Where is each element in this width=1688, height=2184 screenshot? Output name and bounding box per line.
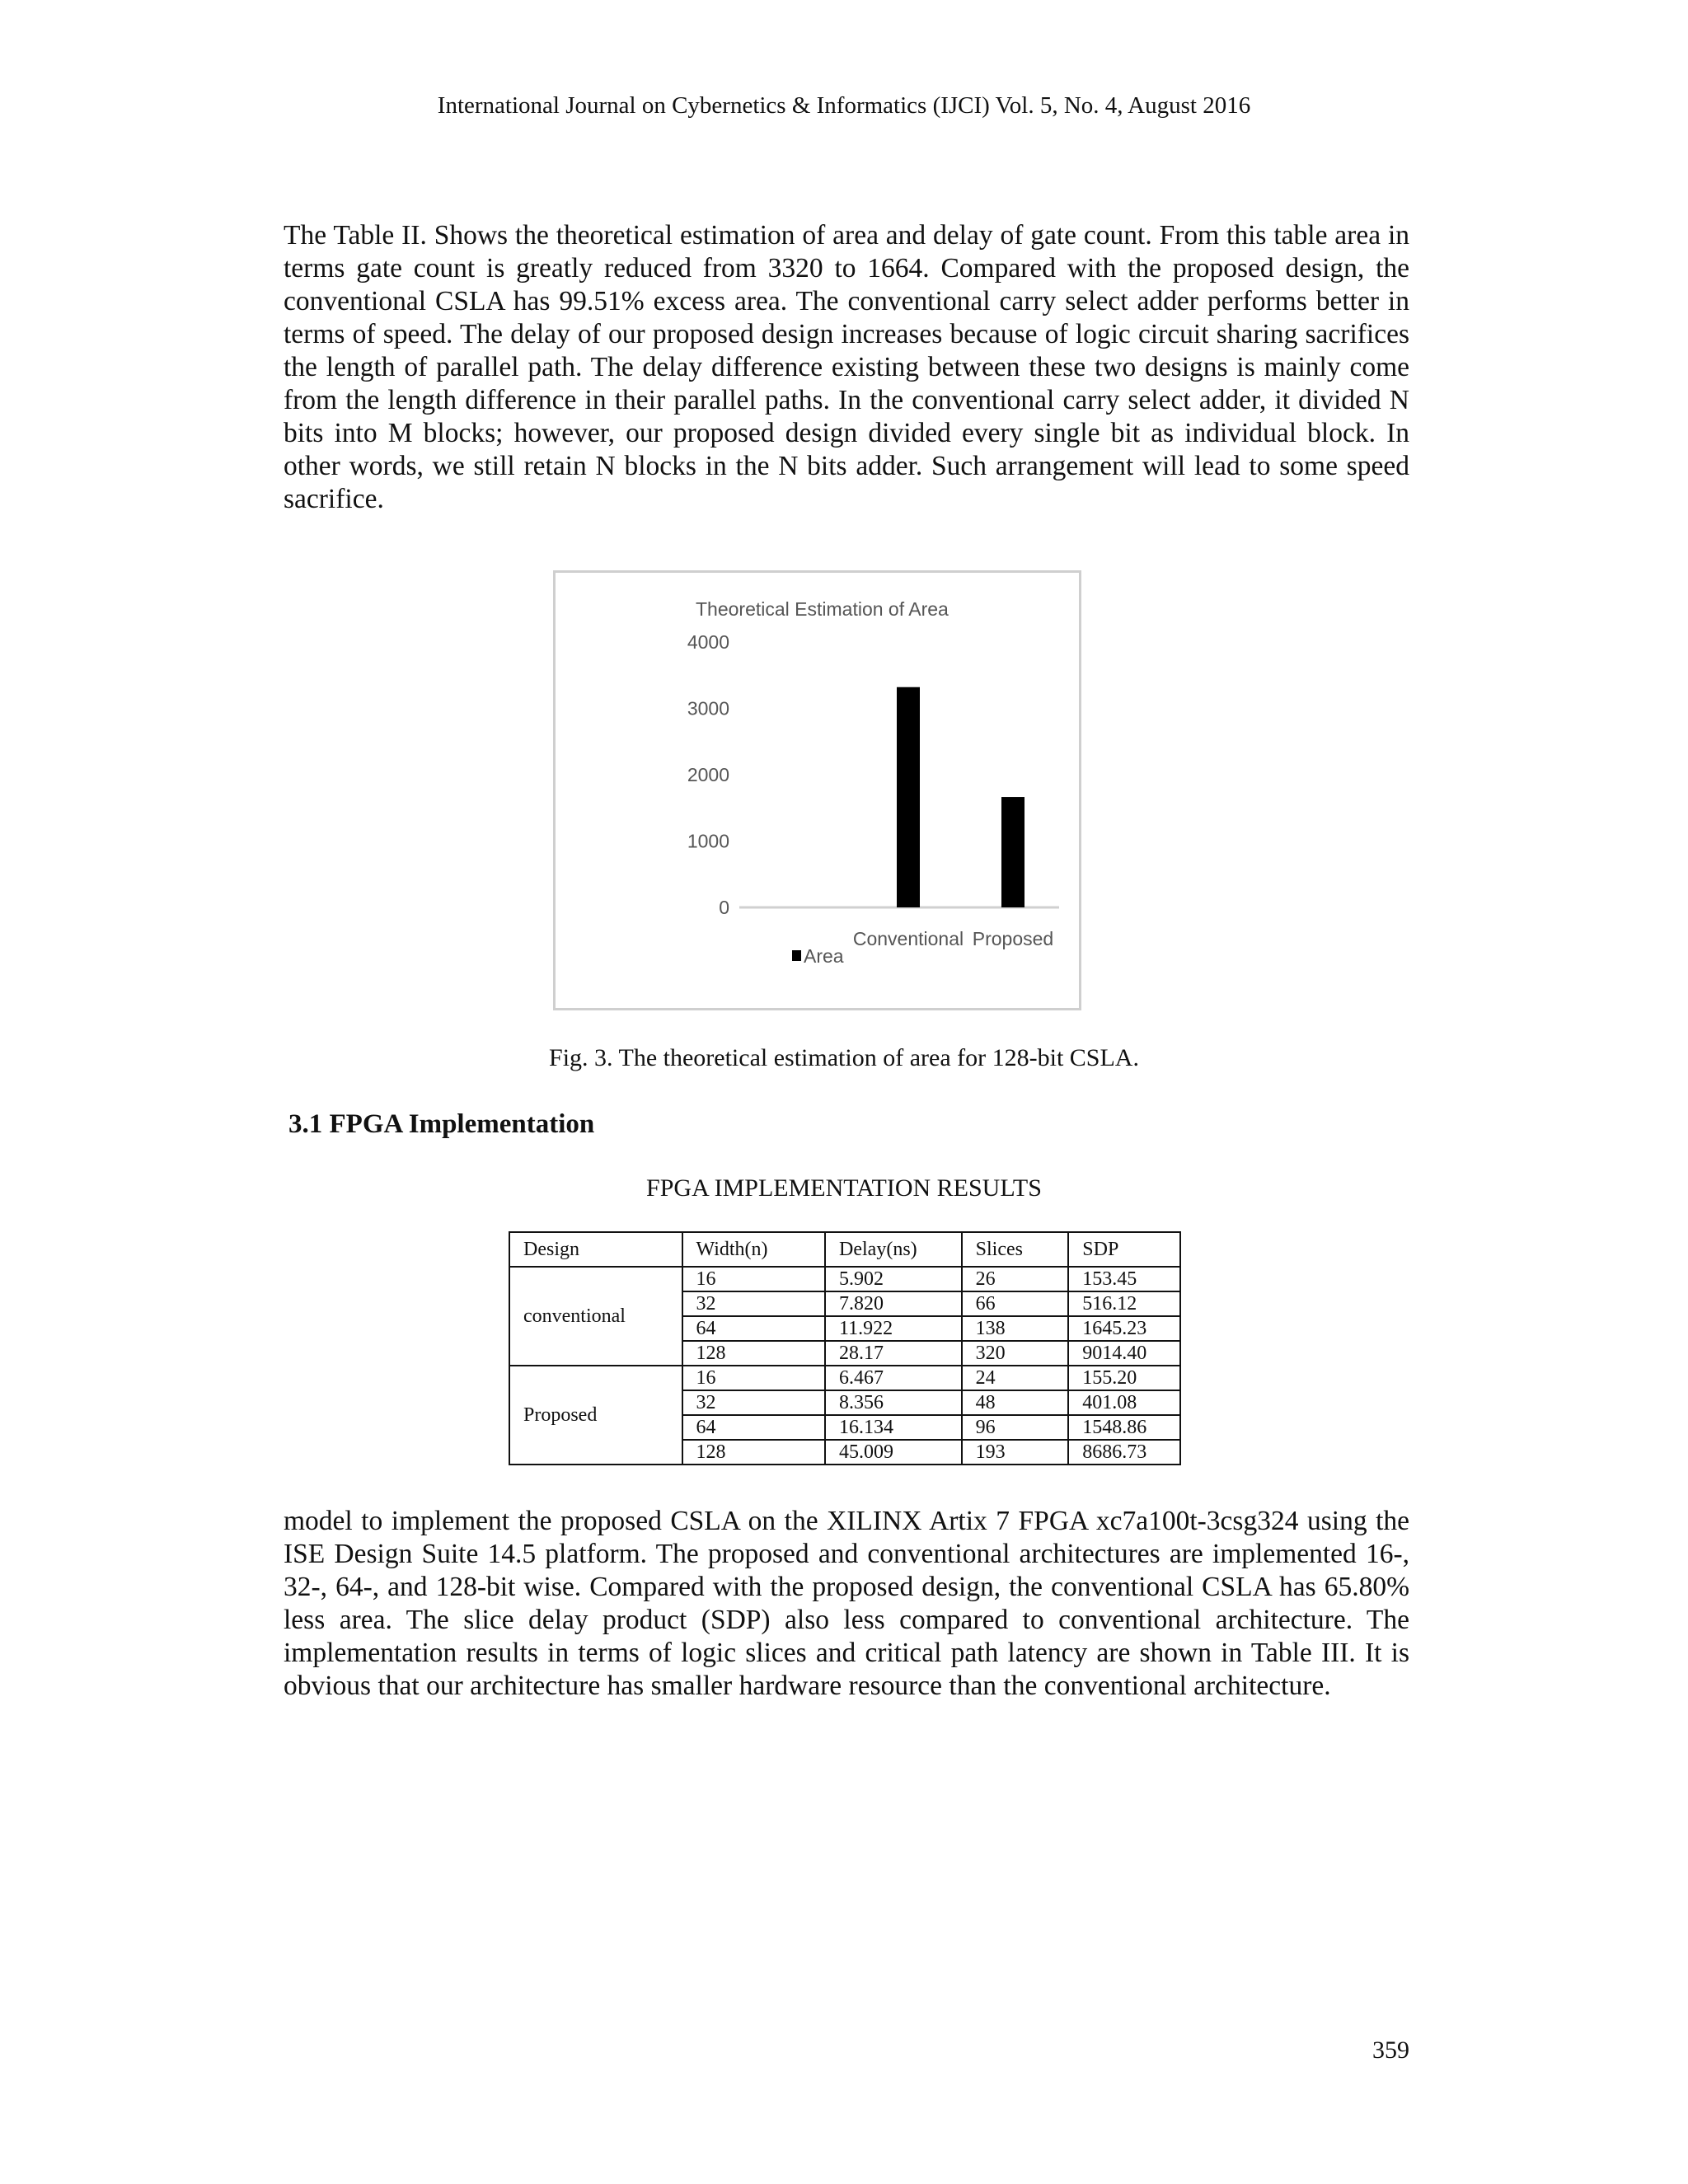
table-row bbox=[509, 1267, 1180, 1291]
cell-width: 64 bbox=[682, 1415, 826, 1440]
cell-width: 128 bbox=[682, 1341, 826, 1366]
cell-width: 32 bbox=[682, 1291, 826, 1316]
cell-delay: 45.009 bbox=[825, 1440, 962, 1465]
cell-delay: 16.134 bbox=[825, 1415, 962, 1440]
header-design: Design bbox=[509, 1232, 682, 1267]
cell-sdp: 1548.86 bbox=[1068, 1415, 1180, 1440]
cell-sdp: 155.20 bbox=[1068, 1366, 1180, 1390]
cell-sdp: 401.08 bbox=[1068, 1390, 1180, 1415]
cell-width: 64 bbox=[682, 1316, 826, 1341]
bar-conventional bbox=[897, 687, 920, 907]
cell-sdp: 9014.40 bbox=[1068, 1341, 1180, 1366]
legend-swatch bbox=[792, 950, 801, 961]
cell-sdp: 153.45 bbox=[1068, 1267, 1180, 1291]
figure-3-chart bbox=[553, 570, 1081, 1010]
table-row bbox=[509, 1366, 1180, 1390]
x-category-label: Proposed bbox=[972, 928, 1054, 949]
group-label-proposed: Proposed bbox=[509, 1366, 682, 1465]
cell-slices: 66 bbox=[962, 1291, 1069, 1316]
cell-slices: 193 bbox=[962, 1440, 1069, 1465]
y-tick-label: 2000 bbox=[687, 764, 729, 785]
table-title: FPGA IMPLEMENTATION RESULTS bbox=[646, 1174, 1042, 1202]
cell-sdp: 516.12 bbox=[1068, 1291, 1180, 1316]
section-title: 3.1 FPGA Implementation bbox=[288, 1109, 595, 1139]
x-category-label: Conventional bbox=[852, 928, 964, 949]
journal-header: International Journal on Cybernetics & Informatics (IJCI) Vol. 5, No. 4, August 2016 bbox=[437, 92, 1251, 119]
y-tick-label: 1000 bbox=[687, 830, 729, 852]
cell-slices: 138 bbox=[962, 1316, 1069, 1341]
cell-sdp: 8686.73 bbox=[1068, 1440, 1180, 1465]
cell-slices: 48 bbox=[962, 1390, 1069, 1415]
fpga-results-table bbox=[509, 1231, 1181, 1465]
y-tick-label: 0 bbox=[719, 897, 729, 918]
area-bar-chart bbox=[556, 573, 1079, 1008]
chart-title: Theoretical Estimation of Area bbox=[696, 598, 949, 620]
header-delay: Delay(ns) bbox=[825, 1232, 962, 1267]
header-sdp: SDP bbox=[1068, 1232, 1180, 1267]
header-slices: Slices bbox=[962, 1232, 1069, 1267]
cell-width: 16 bbox=[682, 1366, 826, 1390]
body-paragraph-1: The Table II. Shows the theoretical estimation of area and delay of gate count. From this table area in terms gate count is greatly reduced from 3320 to 1664. Compared with the proposed design, the conventional CSLA has 99.51% excess area. The conventional carry select adder performs better in terms of speed. The delay of our proposed design increases because of logic circuit sharing sacrifices the length of parallel path. The delay difference existing between these two designs is mainly come from the length difference in their parallel paths. In the conventional carry select adder, it divided N bits into M blocks; however, our proposed design divided every single bit as individual block. In other words, we still retain N blocks in the N bits adder. Such arrangement will lead to some speed sacrifice. bbox=[284, 220, 1409, 514]
bar-proposed bbox=[1001, 797, 1025, 907]
cell-width: 32 bbox=[682, 1390, 826, 1415]
cell-delay: 8.356 bbox=[825, 1390, 962, 1415]
page-number: 359 bbox=[1372, 2036, 1409, 2064]
y-tick-label: 3000 bbox=[687, 697, 729, 719]
cell-width: 128 bbox=[682, 1440, 826, 1465]
cell-slices: 24 bbox=[962, 1366, 1069, 1390]
cell-slices: 26 bbox=[962, 1267, 1069, 1291]
cell-delay: 7.820 bbox=[825, 1291, 962, 1316]
cell-delay: 6.467 bbox=[825, 1366, 962, 1390]
legend-label: Area bbox=[804, 945, 844, 967]
cell-delay: 11.922 bbox=[825, 1316, 962, 1341]
body-paragraph-2: model to implement the proposed CSLA on the XILINX Artix 7 FPGA xc7a100t-3csg324 using the ISE Design Suite 14.5 platform. The proposed and conventional architectures are implemented 16-, 32-, 64-, and 128-bit wise. Compared with the proposed design, the conventional CSLA has 65.80% less area. The slice delay product (SDP) also less compared to conventional architecture. The implementation results in terms of logic slices and critical path latency are shown in Table III. It is obvious that our architecture has smaller hardware resource than the conventional architecture. bbox=[284, 1506, 1409, 1701]
cell-slices: 96 bbox=[962, 1415, 1069, 1440]
header-width: Width(n) bbox=[682, 1232, 826, 1267]
table-header-row bbox=[509, 1232, 1180, 1267]
cell-slices: 320 bbox=[962, 1341, 1069, 1366]
cell-delay: 28.17 bbox=[825, 1341, 962, 1366]
y-tick-label: 4000 bbox=[687, 631, 729, 653]
cell-sdp: 1645.23 bbox=[1068, 1316, 1180, 1341]
cell-width: 16 bbox=[682, 1267, 826, 1291]
figure-caption: Fig. 3. The theoretical estimation of area for 128-bit CSLA. bbox=[549, 1044, 1139, 1071]
group-label-conventional: conventional bbox=[509, 1267, 682, 1366]
cell-delay: 5.902 bbox=[825, 1267, 962, 1291]
